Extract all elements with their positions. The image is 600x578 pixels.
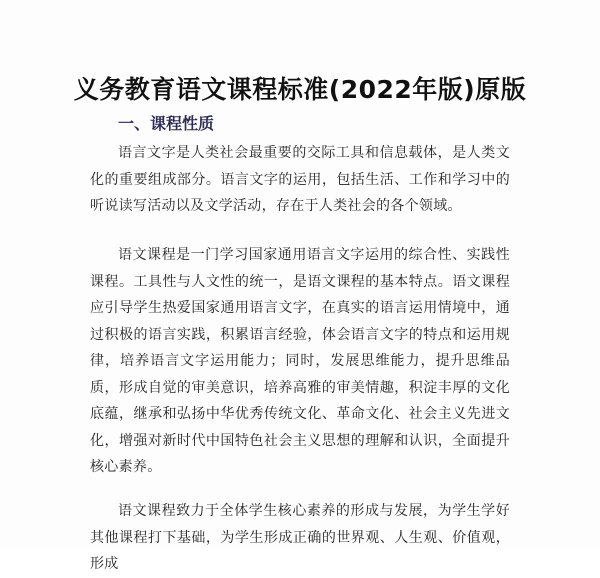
document-title: 义务教育语文课程标准(2022年版)原版	[73, 75, 527, 104]
section-heading: 一、课程性质	[118, 114, 215, 133]
paragraph-course-nature: 语文课程是一门学习国家通用语言文字运用的综合性、实践性课程。工具性与人文性的统一，是语文课程的基本特点。语文课程应引导学生热爱国家通用语言文字，在真实的语言运用情境中，通过积极的语言实践，积累语言经验，体会语言文字的特点和运用规律，培养语言文字运用能力；同时，发展思维能力，提升思维品质，形成自觉的审美意识，培养高雅的审美情趣，积淀丰厚的文化底蕴，继承和弘扬中华优秀传统文化、革命文化、社会主义先进文化，增强对新时代中国特色社会主义思想的理解和认识，全面提升核心素养。	[90, 247, 510, 475]
paragraph-language-definition: 语言文字是人类社会最重要的交际工具和信息载体，是人类文化的重要组成部分。语言文字的运用，包括生活、工作和学习中的听说读写活动以及文学活动，存在于人类社会的各个领域。	[90, 145, 510, 214]
paragraph-course-goal: 语文课程致力于全体学生核心素养的形成与发展，为学生学好其他课程打下基础，为学生形成正确的世界观、人生观、价值观，形成	[90, 503, 510, 572]
